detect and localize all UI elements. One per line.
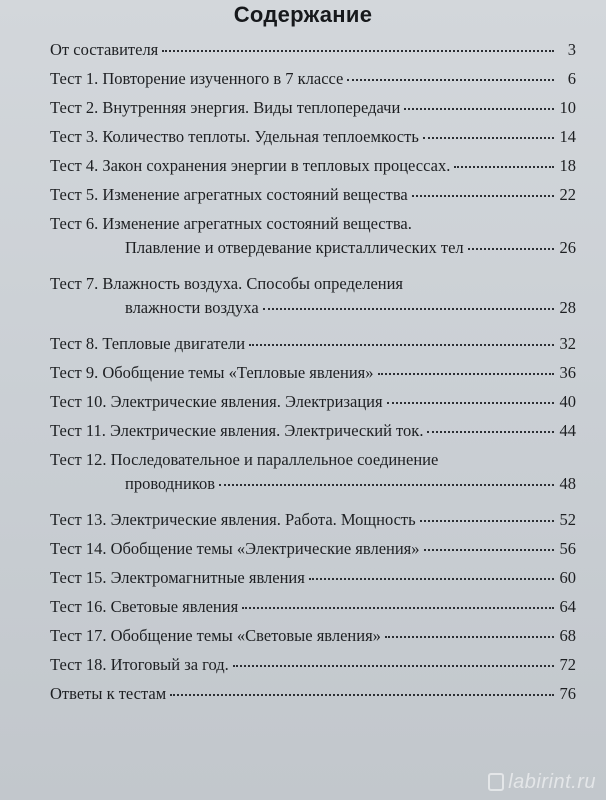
page-number: 76 [559,684,576,703]
page-number: 3 [567,40,576,59]
toc-entry-title: Тест 10. Электрические явления. Электризация [50,392,383,411]
toc-entry [50,363,576,383]
page-number: 60 [559,568,576,587]
toc-entry [50,684,576,704]
toc-entry [50,568,576,588]
page-number: 26 [559,238,576,257]
dot-leader [170,693,554,696]
dot-leader [233,664,554,667]
toc-entry-title: Тест 13. Электрические явления. Работа. Мощность [50,510,416,529]
dot-leader [404,107,554,110]
page-number: 48 [559,474,576,493]
toc-entry-title: Тест 8. Тепловые двигатели [50,334,246,353]
toc-entry-title: Тест 12. Последовательное и параллельное соединение [50,450,439,469]
toc-entry-title: Тест 5. Изменение агрегатных состояний вещества [50,185,408,204]
toc-entry [50,626,576,646]
toc-entry [50,185,576,205]
page-number: 56 [559,539,576,558]
toc-entry [50,98,576,118]
toc-entry [50,156,576,176]
toc-entry-title: От составителя [50,40,159,59]
dot-leader [454,165,554,168]
toc-entry [50,450,576,494]
dot-leader [242,606,554,609]
toc-entry-title: Ответы к тестам [50,684,167,703]
toc-entry [50,510,576,530]
toc-entry-title: Тест 16. Световые явления [50,597,239,616]
toc-entry [50,597,576,617]
dot-leader [385,635,554,638]
dot-leader [162,49,554,52]
dot-leader [412,194,554,197]
toc-entry-title: Плавление и отвердевание кристаллических тел [125,238,464,257]
page-number: 28 [559,298,576,317]
toc-entry-title: Тест 3. Количество теплоты. Удельная теплоемкость [50,127,419,146]
toc-entry-title: проводников [125,474,216,493]
dot-leader [423,136,554,139]
page-number: 10 [559,98,576,117]
toc-entry-title: Тест 17. Обобщение темы «Световые явления» [50,626,381,645]
page-number: 72 [559,655,576,674]
page-number: 18 [559,156,576,175]
toc-entry-title: влажности воздуха [125,298,259,317]
toc-entry [50,334,576,354]
watermark [488,771,596,794]
dot-leader [309,577,554,580]
dot-leader [420,519,554,522]
dot-leader [378,372,554,375]
toc-entry-title: Тест 18. Итоговый за год. [50,655,229,674]
toc-entry [50,539,576,559]
page-number: 40 [559,392,576,411]
watermark-text: labirint.ru [508,771,596,793]
toc-entry [50,274,576,318]
toc-entry [50,69,576,89]
toc-entry-title: Тест 9. Обобщение темы «Тепловые явления» [50,363,374,382]
dot-leader [468,247,554,250]
dot-leader [249,343,554,346]
toc-entry [50,127,576,147]
toc-entry [50,40,576,60]
toc-entry-title: Тест 15. Электромагнитные явления [50,568,305,587]
page-number: 36 [559,363,576,382]
dot-leader [424,548,554,551]
toc-entry-title: Тест 1. Повторение изученного в 7 классе [50,69,344,88]
toc-entry-title: Тест 4. Закон сохранения энергии в тепловых процессах. [50,156,451,175]
toc-entry [50,421,576,441]
page-number: 64 [559,597,576,616]
toc-entry-title: Тест 11. Электрические явления. Электрический ток. [50,421,424,440]
page-number: 44 [559,421,576,440]
dot-leader [219,483,554,486]
page-number: 68 [559,626,576,645]
toc-entry-title: Тест 6. Изменение агрегатных состояний вещества. [50,214,412,233]
toc-entry [50,214,576,258]
page-number: 6 [567,69,576,88]
toc-entry-title: Тест 7. Влажность воздуха. Способы определения [50,274,404,293]
dot-leader [263,307,554,310]
page-title: Содержание [233,2,373,27]
dot-leader [387,401,554,404]
page-number: 52 [559,510,576,529]
dot-leader [427,430,554,433]
toc-entry-title: Тест 14. Обобщение темы «Электрические явления» [50,539,420,558]
page-number: 14 [559,127,576,146]
page-number: 32 [559,334,576,353]
dot-leader [347,78,554,81]
toc-entry [50,392,576,412]
toc-entry [50,655,576,675]
page-number: 22 [559,185,576,204]
labirint-logo-icon [488,773,504,791]
toc-entry-title: Тест 2. Внутренняя энергия. Виды теплопередачи [50,98,401,117]
